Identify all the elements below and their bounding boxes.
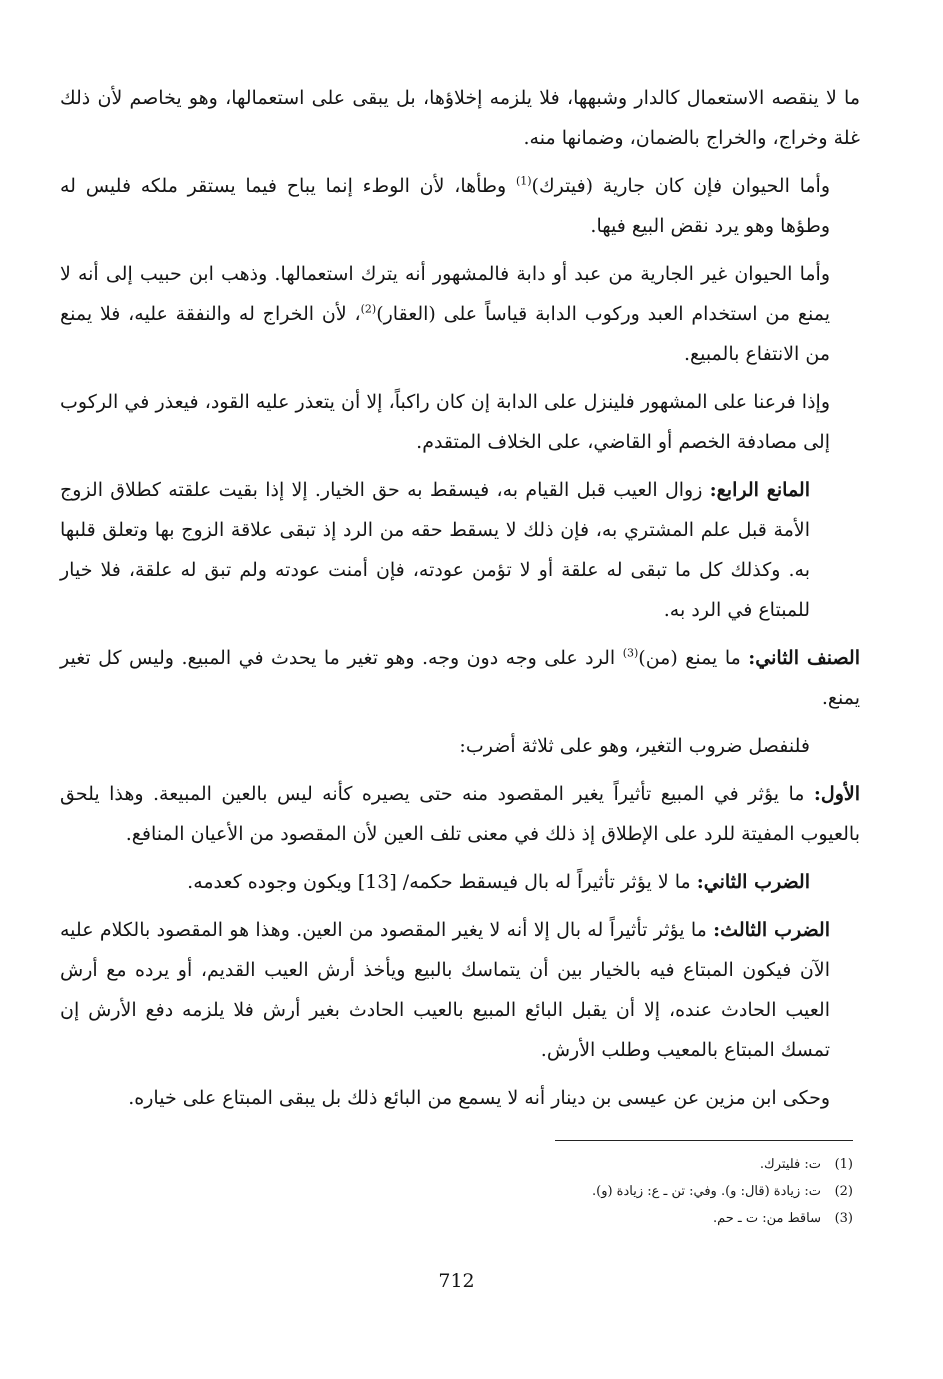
paragraph-text: ما لا يؤثر تأثيراً له بال فيسقط حكمه/ [13] ويكون وجوده كعدمه.: [187, 871, 697, 893]
paragraph-text: الرد على وجه دون وجه. وهو تغير ما يحدث في المبيع. وليس كل تغير يمنع.: [60, 647, 860, 709]
footnote-ref[interactable]: (3): [622, 646, 639, 660]
footnote-number: (3): [834, 1211, 853, 1226]
paragraph-text: ، لأن الخراج له والنفقة عليه، فلا يمنع من الانتفاع بالمبيع.: [60, 303, 830, 365]
paragraph: [60, 166, 860, 246]
paragraph-text: ما لا ينقصه الاستعمال كالدار وشبهها، فلا يلزمه إخلاؤها، بل يبقى على استعمالها، وهو يخاصم لأن ذلك غلة وخراج، والخراج بالضمان، وضمانها منه.: [60, 87, 860, 149]
paragraph-text: وحكى ابن مزين عن عيسى بن دينار أنه لا يسمع من البائع ذلك بل يبقى المبتاع على خياره.: [128, 1087, 830, 1109]
footnote-divider: [555, 1140, 853, 1141]
footnote-number: (2): [834, 1184, 853, 1199]
paragraph-text: زوال العيب قبل القيام به، فيسقط به حق الخيار. إلا إذا بقيت علقته كطلاق الزوج الأمة قبل علم المشتري به، فإن ذلك لا يسقط حقه من الرد إذ تبقى علاقة الزوج بها وتعلق قلبها به. وكذلك كل ما تبقى له علقة أو لا تؤمن عودته، فإن أمنت عودته ولم تبق له علقة، فلا خيار للمبتاع في الرد به.: [60, 479, 810, 621]
paragraph-text: فلنفصل ضروب التغير، وهو على ثلاثة أضرب:: [459, 735, 810, 757]
paragraph-text: وأما الحيوان غير الجارية من عبد أو دابة فالمشهور أنه يترك استعمالها. وذهب ابن حبيب إلى أنه لا يمنع من استخدام العبد وركوب الدابة قياساً على (العقار): [60, 263, 830, 325]
paragraph: [60, 1078, 860, 1118]
paragraph-text: وإذا فرعنا على المشهور فلينزل على الدابة إن كان راكباً، إلا أن يتعذر عليه القود، فيعذر في الركوب إلى مصادفة الخصم أو القاضي، على الخلاف المتقدم.: [60, 391, 830, 453]
paragraph: [60, 910, 860, 1070]
paragraph: [60, 470, 860, 630]
paragraph: [60, 382, 860, 462]
footnote-item: [420, 1205, 853, 1232]
paragraph: [60, 726, 860, 766]
paragraph: [60, 78, 860, 158]
footnote-item: [420, 1178, 853, 1205]
main-text: [60, 78, 860, 1126]
page-number: 712: [438, 1270, 475, 1292]
footnote-text: ت: فليترك.: [759, 1157, 821, 1172]
paragraph: [60, 774, 860, 854]
paragraph-text: ما يؤثر تأثيراً له بال إلا أنه لا يغير المقصود من العين. وهذا هو المقصود بالكلام عليه الآن فيكون المبتاع فيه بالخيار بين أن يتماسك بالبيع ويأخذ أرش العيب القديم، أو يرده مع أرش العيب الحادث عنده، إلا أن يقبل البائع المبيع بالعيب الحادث بغير أرش فلا يلزمه دفع الأرش إن تمسك المبتاع بالمعيب وطلب الأرش.: [60, 919, 830, 1061]
section-heading: الأول:: [813, 783, 860, 805]
section-heading: الضرب الثالث:: [713, 919, 830, 941]
paragraph-text: وأما الحيوان فإن كان جارية (فيترك): [531, 175, 831, 197]
footnote-ref[interactable]: (2): [360, 302, 377, 316]
paragraph-text: ما يؤثر في المبيع تأثيراً يغير المقصود منه حتى يصيره كأنه ليس بالعين المبيعة. وهذا يلحق بالعيوب المفيتة للرد على الإطلاق إذ ذلك في معنى تلف العين لأن المقصود من الأعيان المنافع.: [60, 783, 860, 845]
footnote-item: [420, 1151, 853, 1178]
paragraph-text: ما يمنع (من): [638, 647, 749, 669]
section-heading: الصنف الثاني:: [748, 647, 860, 669]
footnote-ref[interactable]: (1): [515, 174, 532, 188]
paragraph: [60, 254, 860, 374]
section-heading: الضرب الثاني:: [696, 871, 810, 893]
section-heading: المانع الرابع:: [709, 479, 810, 501]
paragraph: [60, 862, 860, 902]
paragraph-text: وطأها، لأن الوطء إنما يباح فيما يستقر ملكه فليس له وطؤها وهو يرد نقض البيع فيها.: [60, 175, 830, 237]
footnote-text: ت: زيادة (قال: و). وفي: تن ـ ع: زيادة (و).: [592, 1184, 821, 1199]
footnotes: [420, 1151, 853, 1232]
footnote-number: (1): [834, 1157, 853, 1172]
footnote-text: ساقط من: ت ـ حم.: [712, 1211, 821, 1226]
paragraph: [60, 638, 860, 718]
